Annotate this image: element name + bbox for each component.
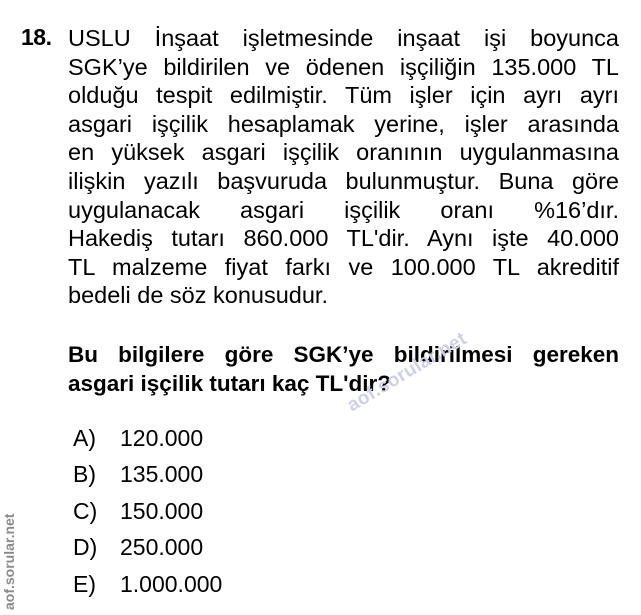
option-value: 150.000: [120, 497, 204, 524]
answer-options: [73, 420, 222, 603]
option-value: 250.000: [120, 534, 204, 561]
option-value: 1.000.000: [120, 570, 223, 597]
stem-line: asgari işçilik hesaplamak yerine, işler arasında: [68, 110, 619, 137]
prompt-line: asgari işçilik tutarı kaç TL'dir?: [68, 371, 391, 396]
question-number: 18.: [21, 24, 52, 50]
diagonal-watermark: aof.sorular.net: [343, 328, 471, 417]
stem-line: uygulanacak asgari işçilik oranı %16’dır.: [68, 196, 619, 223]
option-b[interactable]: [73, 457, 222, 494]
stem-line: bedeli de söz konusudur.: [68, 282, 328, 309]
stem-line: olduğu tespit edilmiştir. Tüm işler için ayrı ayrı: [68, 82, 619, 109]
prompt-line: Bu bilgilere göre SGK’ye bildirilmesi gereken: [68, 342, 619, 367]
question-stem: [68, 24, 619, 310]
option-letter: D): [73, 534, 98, 561]
option-c[interactable]: [73, 493, 222, 530]
stem-line: SGK’ye bildirilen ve ödenen işçiliğin 135.000 TL: [68, 53, 619, 80]
stem-line: USLU İnşaat işletmesinde inşaat işi boyunca: [68, 25, 619, 51]
option-letter: B): [73, 461, 96, 488]
option-e[interactable]: [73, 566, 222, 603]
stem-line: TL malzeme fiyat farkı ve 100.000 TL akreditif: [68, 253, 619, 280]
option-value: 120.000: [120, 424, 204, 451]
option-letter: A): [73, 424, 96, 451]
stem-line: en yüksek asgari işçilik oranının uygulanmasına: [68, 139, 619, 166]
option-letter: C): [73, 497, 98, 524]
question-prompt: [68, 340, 619, 398]
stem-line: ilişkin yazılı başvuruda bulunmuştur. Buna göre: [68, 167, 619, 194]
side-watermark: aof.sorular.net: [1, 513, 17, 610]
stem-line: Hakediş tutarı 860.000 TL'dir. Aynı işte 40.000: [68, 225, 619, 252]
option-letter: E): [73, 570, 96, 597]
option-value: 135.000: [120, 461, 204, 488]
option-a[interactable]: [73, 420, 222, 457]
option-d[interactable]: [73, 530, 222, 567]
